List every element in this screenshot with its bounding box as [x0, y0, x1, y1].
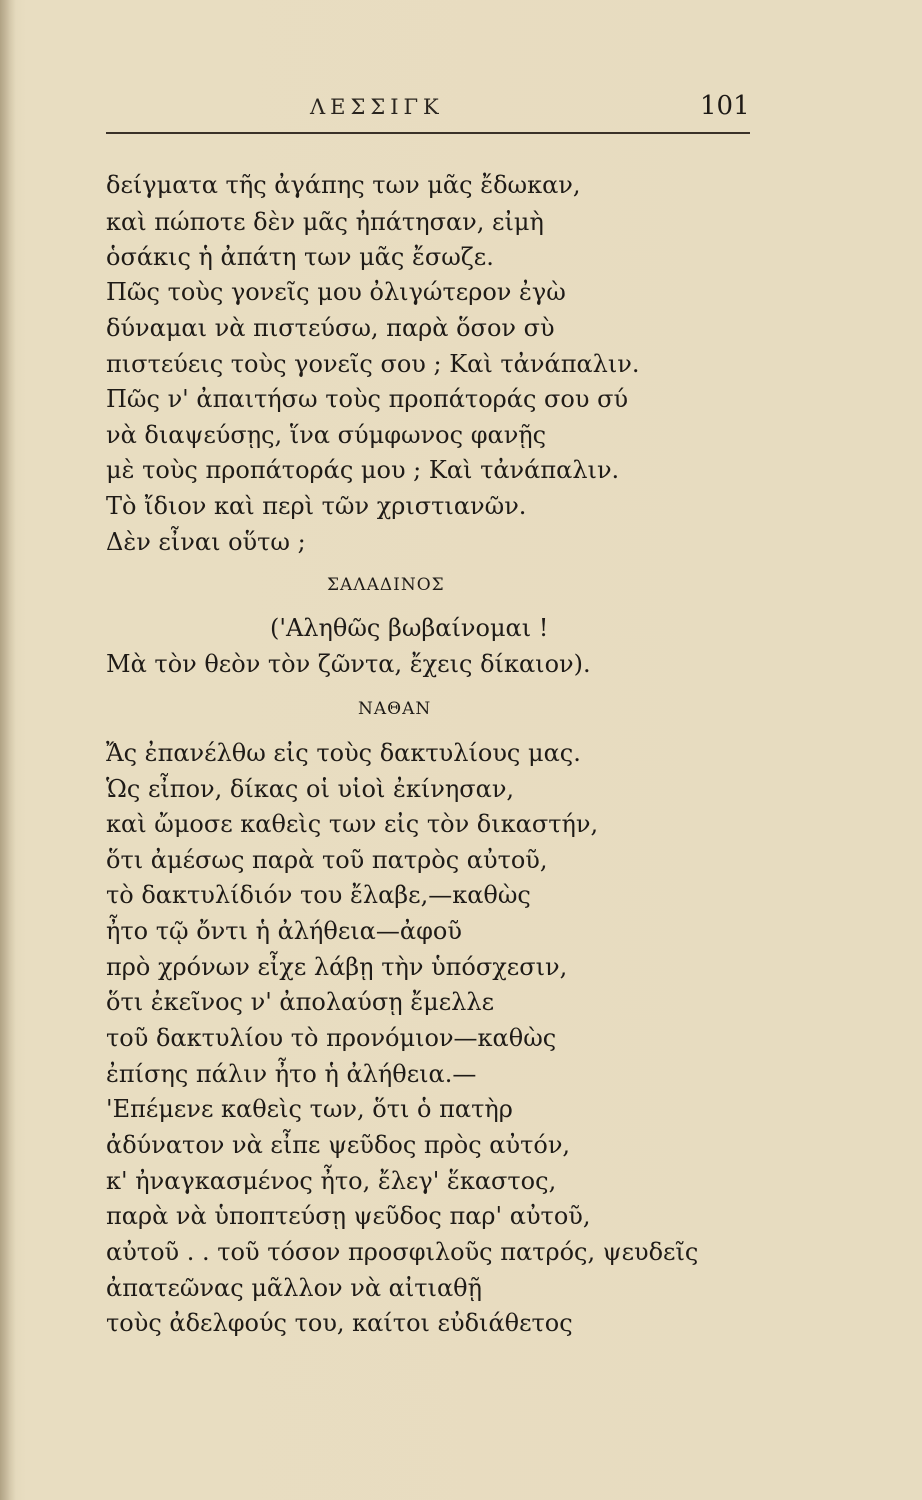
- text-line: Δὲν εἶναι οὕτω ;: [106, 528, 306, 556]
- text-line: ὅτι ἐκεῖνος ν' ἀπολαύσῃ ἔμελλε: [106, 988, 495, 1016]
- text-line: ἀδύνατον νὰ εἶπε ψεῦδος πρὸς αὐτόν,: [106, 1131, 571, 1159]
- text-line: Ὡς εἶπον, δίκας οἱ υἱοὶ ἐκίνησαν,: [106, 775, 515, 803]
- text-line: ἀπατεῶνας μᾶλλον νὰ αἰτιαθῇ: [106, 1274, 482, 1302]
- text-line: καὶ ὤμοσε καθεὶς των εἰς τὸν δικαστήν,: [106, 810, 599, 838]
- text-line: Μὰ τὸν θεὸν τὸν ζῶντα, ἔχεις δίκαιον).: [106, 650, 591, 678]
- running-title: ΛΕΣΣΙΓΚ: [310, 95, 444, 119]
- text-line: ('Αληθῶς βωβαίνομαι !: [270, 614, 549, 642]
- text-line: τὸ δακτυλίδιόν του ἔλαβε,—καθὼς: [106, 881, 531, 909]
- text-line: καὶ πώποτε δὲν μᾶς ἠπάτησαν, εἰμὴ: [106, 208, 544, 236]
- text-line: αὐτοῦ . . τοῦ τόσον προσφιλοῦς πατρός, ψευδεῖς: [106, 1238, 699, 1266]
- speaker-name: ΣΑΛΑΔΙΝΟΣ: [327, 575, 445, 595]
- text-line: ὅτι ἀμέσως παρὰ τοῦ πατρὸς αὐτοῦ,: [106, 846, 548, 874]
- speaker-name: ΝΑΘΑΝ: [358, 699, 432, 719]
- page-number: 101: [700, 91, 750, 121]
- text-line: τοὺς ἀδελφούς του, καίτοι εὐδιάθετος: [106, 1309, 573, 1337]
- text-line: ἦτο τῷ ὄντι ἡ ἀλήθεια—ἀφοῦ: [106, 917, 462, 945]
- text-line: κ' ἠναγκασμένος ἦτο, ἔλεγ' ἕκαστος,: [106, 1167, 557, 1195]
- text-line: πιστεύεις τοὺς γονεῖς σου ; Καὶ τἀνάπαλιν.: [106, 350, 640, 378]
- text-line: Τὸ ἴδιον καὶ περὶ τῶν χριστιανῶν.: [106, 492, 527, 520]
- text-line: νὰ διαψεύσῃς, ἵνα σύμφωνος φανῇς: [106, 421, 547, 449]
- text-line: παρὰ νὰ ὑποπτεύσῃ ψεῦδος παρ' αὐτοῦ,: [106, 1202, 591, 1230]
- text-line: ὁσάκις ἡ ἀπάτη των μᾶς ἔσωζε.: [106, 243, 494, 271]
- text-line: Ἄς ἐπανέλθω εἰς τοὺς δακτυλίους μας.: [106, 739, 581, 767]
- text-line: δείγματα τῆς ἀγάπης των μᾶς ἔδωκαν,: [106, 171, 581, 199]
- text-line: μὲ τοὺς προπάτοράς μου ; Καὶ τἀνάπαλιν.: [106, 456, 620, 484]
- text-line: Πῶς τοὺς γονεῖς μου ὀλιγώτερον ἐγὼ: [106, 278, 566, 306]
- text-line: πρὸ χρόνων εἶχε λάβῃ τὴν ὑπόσχεσιν,: [106, 953, 568, 981]
- text-line: τοῦ δακτυλίου τὸ προνόμιον—καθὼς: [106, 1024, 557, 1052]
- text-line: Πῶς ν' ἀπαιτήσω τοὺς προπάτοράς σου σύ: [106, 385, 629, 413]
- text-line: δύναμαι νὰ πιστεύσω, παρὰ ὅσον σὺ: [106, 314, 555, 342]
- text-line: 'Επέμενε καθεὶς των, ὅτι ὁ πατὴρ: [106, 1095, 513, 1123]
- text-line: ἐπίσης πάλιν ἦτο ἡ ἀλήθεια.—: [106, 1060, 477, 1088]
